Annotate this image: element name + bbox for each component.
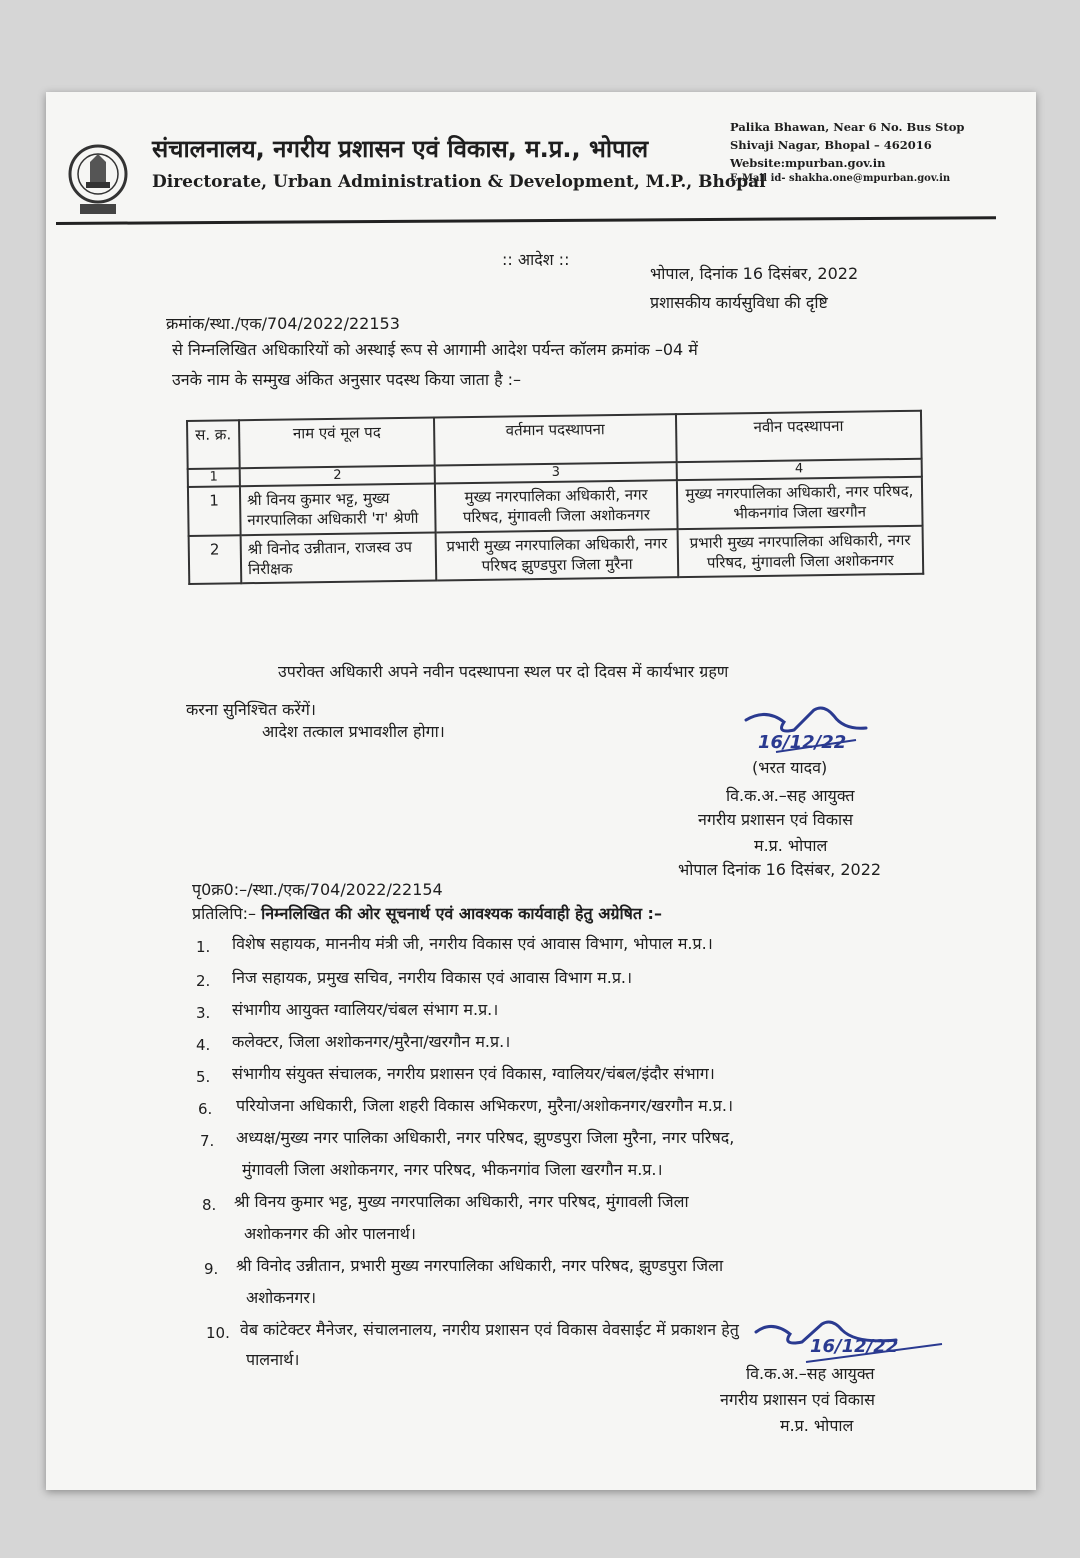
after-table-para-line-2: करना सुनिश्चित करेंगें।	[186, 700, 316, 719]
list-item-number: 9.	[204, 1260, 219, 1278]
state-emblem-icon	[66, 142, 130, 220]
table-col-number: 1	[188, 468, 240, 487]
copy-label: प्रतिलिपि:–	[192, 904, 256, 923]
order-number: क्रमांक/स्था./एक/704/2022/22153	[166, 314, 400, 333]
list-item-continuation: मुंगावली जिला अशोकनगर, नगर परिषद, भीकनगांव जिला खरगौन म.प्र.।	[242, 1160, 663, 1179]
list-item: अध्यक्ष/मुख्य नगर पालिका अधिकारी, नगर परिषद, झुण्डपुरा जिला मुरैना, नगर परिषद,	[236, 1128, 735, 1147]
table-cell-new: मुख्य नगरपालिका अधिकारी, नगर परिषद, भीकनगांव जिला खरगौन	[677, 477, 923, 529]
after-table-para-2: आदेश तत्काल प्रभावशील होगा।	[262, 722, 445, 741]
list-item-continuation: अशोकनगर की ओर पालनार्थ।	[244, 1224, 416, 1243]
table-cell-current: प्रभारी मुख्य नगरपालिका अधिकारी, नगर परिषद झुण्डपुरा जिला मुरैना	[436, 529, 678, 581]
signature-1-department: नगरीय प्रशासन एवं विकास	[698, 810, 853, 829]
signature-1-designation: वि.क.अ.–सह आयुक्त	[726, 786, 855, 805]
signature-2-location: म.प्र. भोपाल	[780, 1416, 854, 1435]
list-item-number: 5.	[196, 1068, 211, 1086]
signature-1-location: म.प्र. भोपाल	[754, 836, 828, 855]
document-page	[46, 92, 1036, 1490]
signature-1-name: (भरत यादव)	[752, 758, 828, 777]
table-col-number: 2	[240, 466, 436, 487]
address-line-3: Website:mpurban.gov.in	[730, 156, 886, 170]
order-heading: :: आदेश ::	[502, 250, 570, 269]
copy-text: निम्नलिखित की ओर सूचनार्थ एवं आवश्यक कार्यवाही हेतु अग्रेषित :–	[261, 904, 662, 923]
table-col-number: 3	[435, 462, 677, 483]
header-divider	[56, 216, 996, 225]
address-line-1: Palika Bhawan, Near 6 No. Bus Stop	[730, 120, 965, 134]
list-item: संभागीय आयुक्त ग्वालियर/चंबल संभाग म.प्र.।	[232, 1000, 499, 1019]
signature-2-date: 16/12/22	[810, 1336, 899, 1357]
list-item-number: 3.	[196, 1004, 211, 1022]
endorsement-copy-line	[192, 902, 662, 924]
order-intro-line-1: प्रशासकीय कार्यसुविधा की दृष्टि	[650, 293, 828, 312]
list-item-continuation: पालनार्थ।	[246, 1350, 300, 1369]
table-cell-name: श्री विनय कुमार भट्ट, मुख्य नगरपालिका अधिकारी 'ग' श्रेणी	[240, 484, 436, 535]
signature-1-date: 16/12/22	[758, 732, 847, 753]
order-intro-line-2: से निम्नलिखित अधिकारियों को अस्थाई रूप से आगामी आदेश पर्यन्त कॉलम क्रमांक –04 में	[172, 340, 698, 359]
table-cell-current: मुख्य नगरपालिका अधिकारी, नगर परिषद, मुंगावली जिला अशोकनगर	[435, 480, 677, 532]
table-cell-new: प्रभारी मुख्य नगरपालिका अधिकारी, नगर परिषद, मुंगावली जिला अशोकनगर	[677, 525, 923, 577]
list-item: श्री विनोद उन्नीतान, प्रभारी मुख्य नगरपालिका अधिकारी, नगर परिषद, झुण्डपुरा जिला	[236, 1256, 724, 1275]
list-item: कलेक्टर, जिला अशोकनगर/मुरैना/खरगौन म.प्र.।	[232, 1032, 511, 1051]
endorsement-number: पृ0क्र0:–/स्था./एक/704/2022/22154	[192, 880, 443, 899]
list-item: निज सहायक, प्रमुख सचिव, नगरीय विकास एवं आवास विभाग म.प्र.।	[232, 968, 633, 987]
signature-2-designation: वि.क.अ.–सह आयुक्त	[746, 1364, 875, 1383]
table-header-current: वर्तमान पदस्थापना	[434, 414, 676, 465]
list-item-number: 6.	[198, 1100, 213, 1118]
header-title-english: Directorate, Urban Administration & Development, M.P., Bhopal	[152, 172, 766, 192]
list-item-number: 1.	[196, 938, 211, 956]
table-col-number: 4	[676, 459, 922, 480]
header-title-hindi: संचालनालय, नगरीय प्रशासन एवं विकास, म.प्र., भोपाल	[152, 135, 649, 163]
table-row	[189, 525, 924, 584]
list-item-number: 7.	[200, 1132, 215, 1150]
table-cell-sn: 2	[189, 535, 242, 584]
signature-2-department: नगरीय प्रशासन एवं विकास	[720, 1390, 875, 1409]
endorsement-place-date: भोपाल दिनांक 16 दिसंबर, 2022	[678, 860, 882, 879]
list-item: विशेष सहायक, माननीय मंत्री जी, नगरीय विकास एवं आवास विभाग, भोपाल म.प्र.।	[232, 934, 713, 953]
list-item-number: 2.	[196, 972, 211, 990]
list-item: परियोजना अधिकारी, जिला शहरी विकास अभिकरण, मुरैना/अशोकनगर/खरगौन म.प्र.।	[236, 1096, 734, 1115]
table-header-sn: स. क्र.	[187, 420, 240, 469]
posting-table	[186, 410, 924, 585]
list-item: संभागीय संयुक्त संचालक, नगरीय प्रशासन एवं विकास, ग्वालियर/चंबल/इंदौर संभाग।	[232, 1064, 715, 1083]
order-intro-line-3: उनके नाम के सम्मुख अंकित अनुसार पदस्थ किया जाता है :–	[172, 370, 522, 389]
list-item-number: 4.	[196, 1036, 211, 1054]
list-item-number: 10.	[206, 1324, 230, 1342]
address-line-2: Shivaji Nagar, Bhopal – 462016	[730, 138, 932, 152]
table-header-name: नाम एवं मूल पद	[239, 418, 435, 469]
list-item-number: 8.	[202, 1196, 217, 1214]
order-place-date: भोपाल, दिनांक 16 दिसंबर, 2022	[650, 264, 859, 283]
address-line-4: E-Mail id- shakha.one@mpurban.gov.in	[730, 173, 951, 184]
table-cell-name: श्री विनोद उन्नीतान, राजस्व उप निरीक्षक	[241, 532, 437, 583]
list-item: वेब कांटेक्टर मैनेजर, संचालनालय, नगरीय प्रशासन एवं विकास वेवसाईट में प्रकाशन हेतु	[240, 1320, 739, 1339]
list-item: श्री विनय कुमार भट्ट, मुख्य नगरपालिका अधिकारी, नगर परिषद, मुंगावली जिला	[234, 1192, 689, 1211]
after-table-para-line-1: उपरोक्त अधिकारी अपने नवीन पदस्थापना स्थल पर दो दिवस में कार्यभार ग्रहण	[278, 662, 729, 681]
table-header-new: नवीन पदस्थापना	[676, 411, 922, 462]
table-cell-sn: 1	[188, 486, 241, 535]
list-item-continuation: अशोकनगर।	[246, 1288, 317, 1307]
